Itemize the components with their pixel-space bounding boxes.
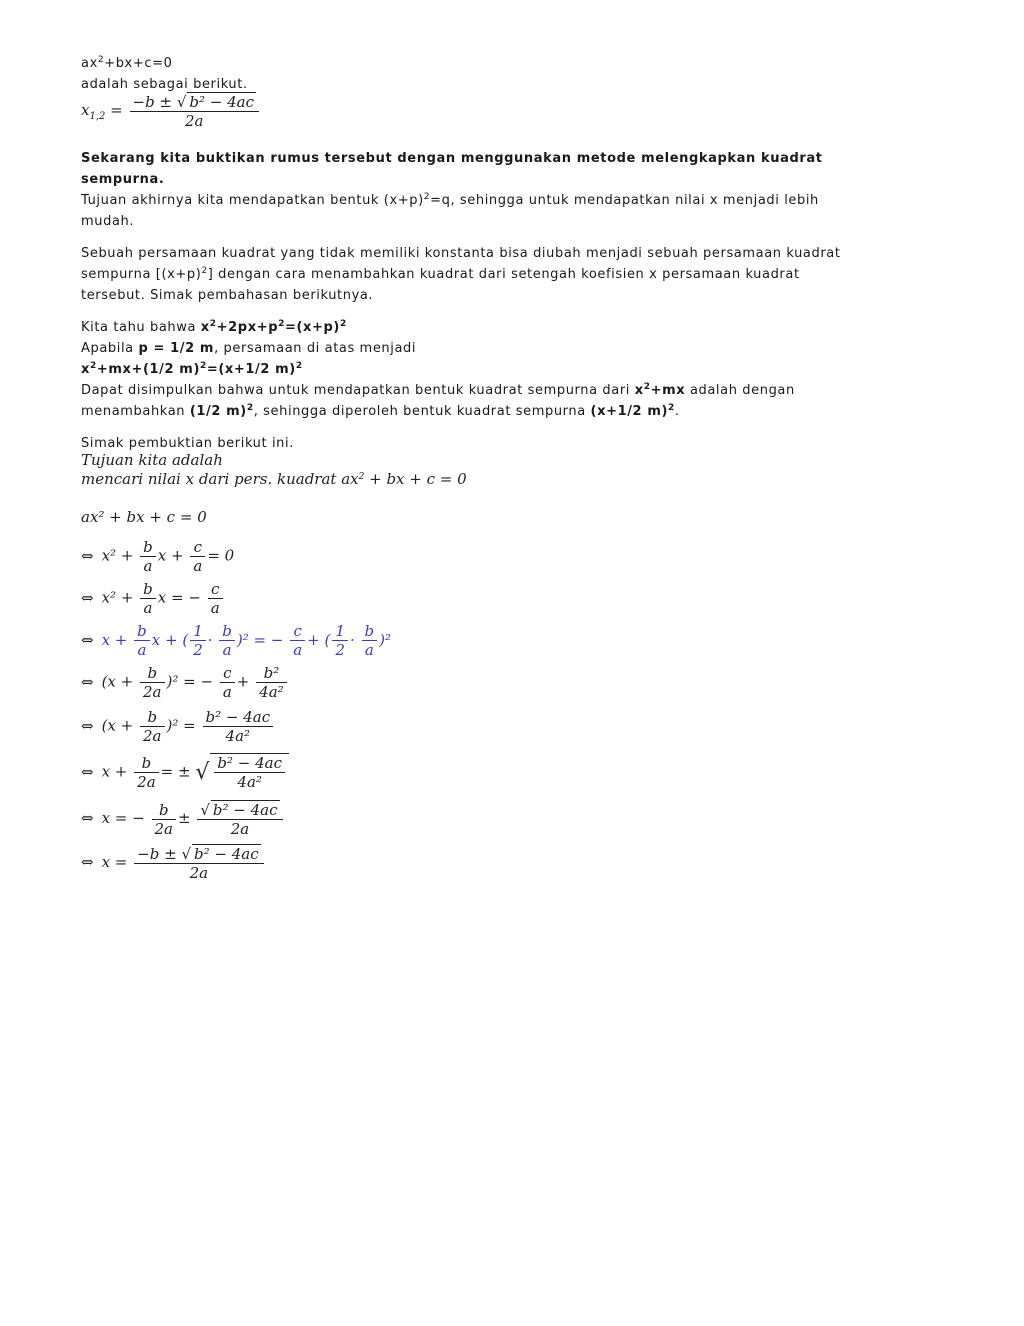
- paragraph-method-1: Sebuah persamaan kuadrat yang tidak memiliki konstanta bisa diubah menjadi sebuah persamaan kuadrat: [81, 246, 841, 261]
- substitution-line: Apabila p = 1/2 m, persamaan di atas menjadi: [81, 341, 417, 356]
- paragraph-method-3: tersebut. Simak pembahasan berikutnya.: [81, 288, 374, 303]
- derivation-step-3: ⇔ x + $\frac{b}{a}$ x + ( $\frac{1}{2}$ · $\frac{b}{a}$ )² = − $\frac{c}{a}$ + ( $\frac{1}{2}$ · $\frac{b}{a}$ )²: [81, 622, 391, 659]
- derivation-step-6: ⇔ x + $\frac{b}{2a}$ = ± √ $\frac{\text{b² − 4ac}}{\text{4a²}}$: [81, 753, 289, 791]
- derivation-step-4: ⇔ (x + $\frac{b}{2a}$ )² = − $\frac{c}{a}$ + $\frac{\text{b²}}{\text{4a²}}$: [81, 664, 289, 701]
- paragraph-proof-intro-2: sempurna.: [81, 172, 165, 187]
- derivation-step-0: ax² + bx + c = 0: [81, 508, 207, 526]
- paragraph-goal-2: mudah.: [81, 214, 135, 229]
- proof-heading: Simak pembuktian berikut ini.: [81, 436, 294, 451]
- quadratic-formula: $x_{1,2}$ = $\frac{\text{−b ± √ b² − 4ac}}{2a}$: [81, 92, 261, 130]
- derivation-step-8: ⇔ x = $\frac{\text{−b ± √ b² − 4ac}}{2a}$: [81, 844, 266, 882]
- equation-line: $ax^2+bx+c=0$: [81, 55, 173, 71]
- result-identity-line: $x^2+mx+(1/2$ m)$^2$=(x+1/2 m)$^2$: [81, 361, 303, 377]
- conclusion-line-1: Dapat disimpulkan bahwa untuk mendapatkan bentuk kuadrat sempurna dari $x^2+mx$ adalah dengan: [81, 382, 795, 398]
- derivation-step-1: ⇔ x² + $\frac{b}{a}$ x + $\frac{c}{a}$ = 0: [81, 538, 235, 575]
- intro-text: adalah sebagai berikut.: [81, 77, 248, 92]
- derivation-step-7: ⇔ x = − $\frac{b}{2a}$ ± $\frac{\text{√ b² − 4ac}}{2a}$: [81, 800, 285, 838]
- proof-goal-2: mencari nilai x dari pers. kuadrat $ax^2$ + bx + c = 0: [81, 470, 467, 488]
- proof-goal-1: Tujuan kita adalah: [81, 451, 223, 469]
- paragraph-method-2: sempurna $[(x+p)^2]$ dengan cara menambahkan kuadrat dari setengah koefisien x persamaan kuadrat: [81, 266, 800, 282]
- derivation-step-2: ⇔ x² + $\frac{b}{a}$ x = − $\frac{c}{a}$: [81, 580, 225, 617]
- identity-line: Kita tahu bahwa $x^2+2px+p^2=(x+p)^2$: [81, 319, 347, 335]
- paragraph-goal-1: Tujuan akhirnya kita mendapatkan bentuk $(x+p)^2=q$, sehingga untuk mendapatkan nilai x menjadi lebih: [81, 192, 819, 208]
- conclusion-line-2: menambahkan (1/2 m)$^2$, sehingga diperoleh bentuk kuadrat sempurna (x+1/2 m)$^2$.: [81, 403, 680, 419]
- derivation-step-5: ⇔ (x + $\frac{b}{2a}$ )² = $\frac{\text{b² − 4ac}}{\text{4a²}}$: [81, 708, 275, 745]
- paragraph-proof-intro-1: Sekarang kita buktikan rumus tersebut dengan menggunakan metode melengkapkan kuadrat: [81, 151, 823, 166]
